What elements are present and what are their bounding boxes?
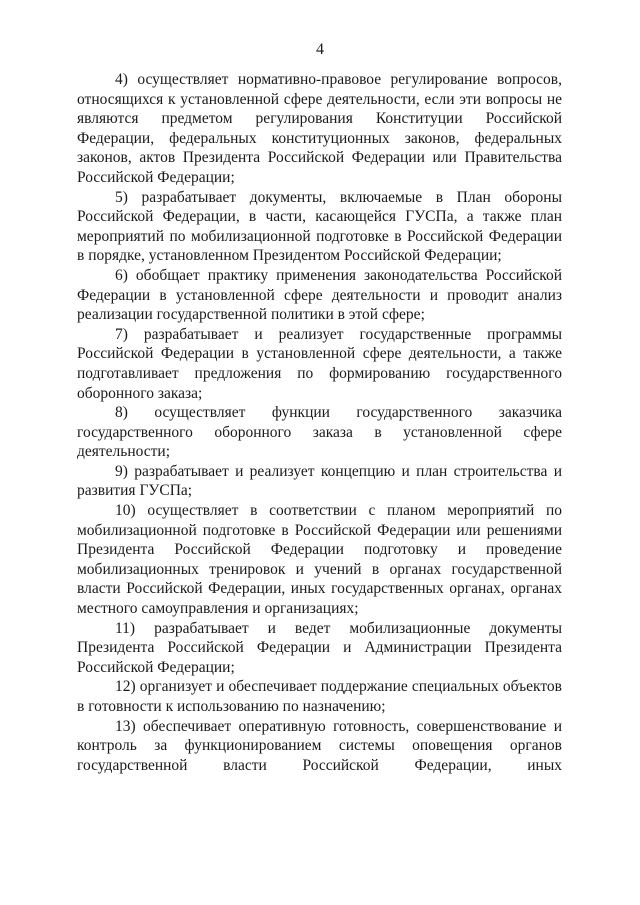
page-number: 4 bbox=[316, 41, 324, 58]
paragraph-item-9: 9) разрабатывает и реализует концепцию и план строительства и развития ГУСПа; bbox=[77, 462, 562, 500]
paragraph-item-6: 6) обобщает практику применения законодательства Российской Федерации в установленной сфере деятельности и проводит анализ реализации государственной политики в этой сфере; bbox=[77, 266, 562, 324]
document-body bbox=[77, 70, 562, 775]
paragraph-item-4: 4) осуществляет нормативно-правовое регулирование вопросов, относящихся к установленной сфере деятельности, если эти вопросы не являются предметом регулирования Конституции Российской Федерации, федеральных конституционных законов, федеральных законов, актов Президента Российской Федерации или Правительства Российской Федерации; bbox=[77, 71, 562, 186]
paragraph-item-5: 5) разрабатывает документы, включаемые в План обороны Российской Федерации, в части, касающейся ГУСПа, а также план мероприятий по мобилизационной подготовке в Российской Федерации в порядке, установленном Президентом Российской Федерации; bbox=[77, 188, 562, 265]
paragraph-item-8: 8) осуществляет функции государственного заказчика государственного оборонного заказа в установленной сфере деятельности; bbox=[77, 404, 562, 461]
paragraph-item-10: 10) осуществляет в соответствии с планом мероприятий по мобилизационной подготовке в Российской Федерации или решениями Президента Российской Федерации подготовку и проведение мобилизационных тренировок и учений в органах государственной власти Российской Федерации, иных государственных органах, органах местного самоуправления и организациях; bbox=[77, 502, 562, 618]
paragraph-item-7: 7) разрабатывает и реализует государственные программы Российской Федерации в установленной сфере деятельности, а также подготавливает предложения по формированию государственного оборонного заказа; bbox=[77, 325, 562, 402]
paragraph-item-12: 12) организует и обеспечивает поддержание специальных объектов в готовности к использованию по назначению; bbox=[77, 678, 562, 715]
paragraph-item-13: 13) обеспечивает оперативную готовность, совершенствование и контроль за функционированием системы оповещения органов государственной власти Российской Федерации, иных bbox=[77, 717, 562, 774]
paragraph-item-11: 11) разрабатывает и ведет мобилизационные документы Президента Российской Федерации и Администрации Президента Российской Федерации; bbox=[77, 619, 562, 676]
